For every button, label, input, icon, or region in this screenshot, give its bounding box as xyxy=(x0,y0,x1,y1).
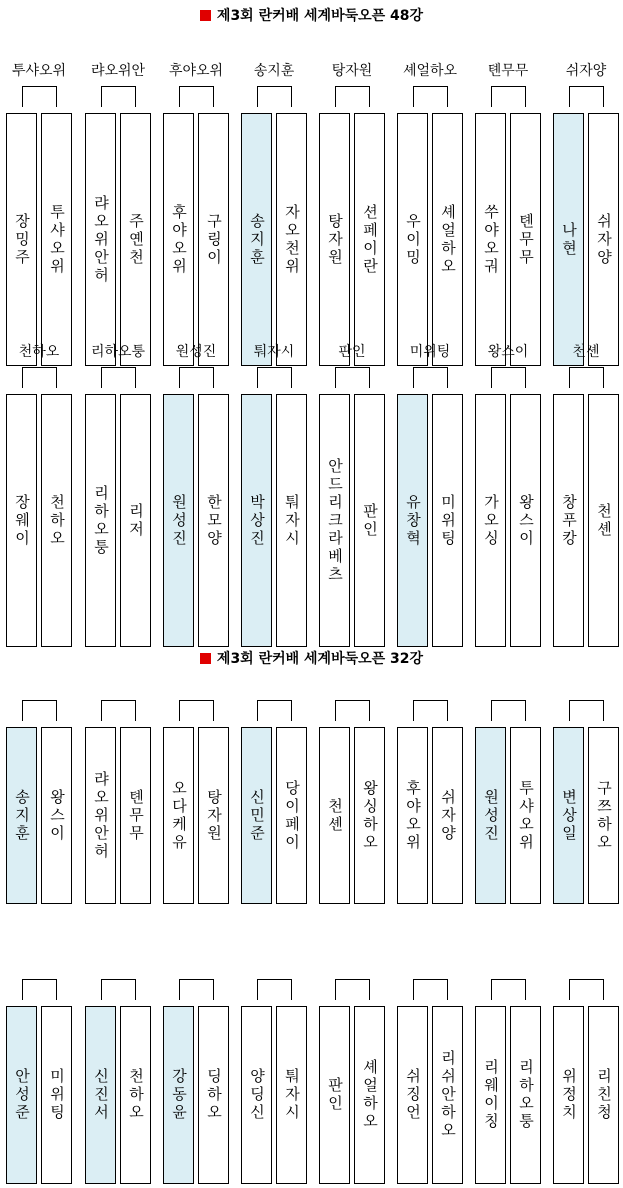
player-name: 리저 xyxy=(127,502,145,539)
player-box-right xyxy=(120,113,151,366)
bracket-connector xyxy=(101,700,136,721)
bracket-connector xyxy=(413,700,448,721)
player-box-right xyxy=(198,394,229,647)
bracket-connector xyxy=(413,979,448,1000)
bracket-connector xyxy=(413,86,448,107)
player-box-right xyxy=(354,113,385,366)
player-name: 탕자원 xyxy=(326,212,344,267)
player-name: 후야오위 xyxy=(170,203,188,276)
player-name: 리쉬안하오 xyxy=(439,1050,457,1140)
bracket-connector xyxy=(491,86,526,107)
bracket-connector xyxy=(335,86,370,107)
player-name: 랴오위안허 xyxy=(92,770,110,861)
player-box-left xyxy=(553,727,584,904)
player-name: 쉬징언 xyxy=(404,1068,422,1122)
bracket-connector xyxy=(257,979,292,1000)
red-square-icon xyxy=(200,653,211,664)
player-name: 션페이란 xyxy=(361,203,379,276)
player-name: 셰얼하오 xyxy=(439,203,457,276)
player-name: 쉬자양 xyxy=(595,212,613,267)
player-box-left xyxy=(241,1006,272,1184)
player-name: 천하오 xyxy=(127,1068,145,1122)
player-name: 퉈자시 xyxy=(283,1068,301,1122)
bracket-connector xyxy=(569,700,604,721)
player-box-right xyxy=(510,113,541,366)
bracket-connector xyxy=(569,979,604,1000)
player-name: 셰얼하오 xyxy=(361,1059,379,1131)
player-box-left xyxy=(85,727,116,904)
player-box-left xyxy=(397,727,428,904)
match-winner: 탕자원 xyxy=(331,63,373,79)
player-name: 투샤오위 xyxy=(517,779,535,852)
bracket-connector xyxy=(22,979,57,1000)
bracket-connector xyxy=(101,367,136,388)
player-box-right xyxy=(510,394,541,647)
player-box-left xyxy=(553,113,584,366)
player-box-right xyxy=(432,394,463,647)
player-box-right xyxy=(354,727,385,904)
player-box-right xyxy=(588,113,619,366)
bracket-connector xyxy=(335,700,370,721)
match-winner: 천셴 xyxy=(572,344,600,360)
bracket-connector xyxy=(335,367,370,388)
player-name: 신민준 xyxy=(248,788,266,843)
player-box-left xyxy=(397,1006,428,1184)
match-winner: 셰얼하오 xyxy=(402,63,458,79)
match-winner: 리하오퉁 xyxy=(90,344,146,360)
player-box-left xyxy=(163,394,194,647)
player-box-left xyxy=(553,1006,584,1184)
player-box-right xyxy=(41,394,72,647)
player-box-right xyxy=(276,113,307,366)
player-name: 강동윤 xyxy=(170,1068,188,1122)
match-winner: 톈무무 xyxy=(487,63,529,79)
player-box-right xyxy=(276,727,307,904)
player-name: 송지훈 xyxy=(13,788,31,843)
player-box-left xyxy=(475,113,506,366)
red-square-icon xyxy=(200,10,211,21)
player-box-left xyxy=(241,727,272,904)
bracket-connector xyxy=(179,979,214,1000)
match-winner: 원성진 xyxy=(175,344,217,360)
player-name: 나현 xyxy=(560,221,578,258)
player-box-left xyxy=(163,113,194,366)
player-name: 신진서 xyxy=(92,1068,110,1122)
bracket-connector xyxy=(22,86,57,107)
player-name: 원성진 xyxy=(482,788,500,843)
player-box-left xyxy=(85,394,116,647)
player-box-right xyxy=(510,727,541,904)
player-box-right xyxy=(41,1006,72,1184)
bracket-connector xyxy=(22,700,57,721)
player-name: 딩하오 xyxy=(205,1068,223,1122)
player-name: 구쯔하오 xyxy=(595,779,613,852)
player-name: 탕자원 xyxy=(205,788,223,843)
player-box-right xyxy=(432,727,463,904)
match-winner: 랴오위안 xyxy=(90,63,146,79)
player-name: 리웨이칭 xyxy=(482,1059,500,1131)
match-winner: 판인 xyxy=(338,344,366,360)
player-box-left xyxy=(6,113,37,366)
player-box-left xyxy=(163,1006,194,1184)
match-winner: 왕스이 xyxy=(487,344,529,360)
player-name: 장밍주 xyxy=(13,212,31,267)
player-box-right xyxy=(354,394,385,647)
bracket-connector xyxy=(491,979,526,1000)
player-name: 박상진 xyxy=(248,493,266,548)
player-name: 우이밍 xyxy=(404,212,422,267)
player-name: 천하오 xyxy=(48,493,66,548)
player-name: 투샤오위 xyxy=(48,203,66,276)
player-name: 위정치 xyxy=(560,1068,578,1122)
bracket-connector xyxy=(491,700,526,721)
player-box-right xyxy=(432,1006,463,1184)
player-box-right xyxy=(588,394,619,647)
player-name: 미위팅 xyxy=(439,493,457,548)
player-name: 천셴 xyxy=(595,502,613,539)
player-box-left xyxy=(163,727,194,904)
player-box-left xyxy=(319,1006,350,1184)
player-name: 양딩신 xyxy=(248,1068,266,1122)
player-box-right xyxy=(588,727,619,904)
player-name: 자오천위 xyxy=(283,203,301,276)
bracket-connector xyxy=(569,86,604,107)
player-box-left xyxy=(319,113,350,366)
player-name: 안드리크라베츠 xyxy=(326,457,344,584)
player-name: 주옌천 xyxy=(127,212,145,267)
section-title: 제3회 란커배 세계바둑오픈 32강 xyxy=(216,651,424,667)
match-winner: 퉈자시 xyxy=(253,344,295,360)
player-name: 창푸캉 xyxy=(560,493,578,548)
match-winner: 후야오위 xyxy=(168,63,224,79)
player-name: 쑤야오궈 xyxy=(482,203,500,276)
player-box-right xyxy=(276,394,307,647)
player-box-right xyxy=(120,1006,151,1184)
player-name: 리하오퉁 xyxy=(92,484,110,557)
title-32 xyxy=(0,650,623,668)
match-winner: 송지훈 xyxy=(253,63,295,79)
player-name: 원성진 xyxy=(170,493,188,548)
player-name: 퉈자시 xyxy=(283,493,301,548)
player-name: 판인 xyxy=(326,1077,344,1113)
player-box-left xyxy=(397,394,428,647)
player-box-right xyxy=(198,113,229,366)
player-box-right xyxy=(276,1006,307,1184)
player-name: 유창혁 xyxy=(404,493,422,548)
player-box-right xyxy=(510,1006,541,1184)
player-name: 구링이 xyxy=(205,212,223,267)
title-48 xyxy=(0,7,623,25)
player-box-right xyxy=(120,727,151,904)
bracket-connector xyxy=(257,700,292,721)
player-name: 오다케유 xyxy=(170,779,188,852)
section-title: 제3회 란커배 세계바둑오픈 48강 xyxy=(216,8,424,24)
player-box-left xyxy=(6,394,37,647)
player-name: 판인 xyxy=(361,502,379,539)
player-box-left xyxy=(475,727,506,904)
player-box-right xyxy=(41,113,72,366)
bracket-connector xyxy=(101,979,136,1000)
bracket-connector xyxy=(101,86,136,107)
player-box-left xyxy=(6,727,37,904)
bracket-connector xyxy=(179,86,214,107)
player-name: 왕싱하오 xyxy=(361,779,379,852)
player-name: 후야오위 xyxy=(404,779,422,852)
player-name: 안성준 xyxy=(13,1068,31,1122)
player-box-left xyxy=(85,113,116,366)
player-box-left xyxy=(397,113,428,366)
player-box-left xyxy=(319,727,350,904)
bracket-connector xyxy=(179,700,214,721)
match-winner: 쉬자양 xyxy=(565,63,607,79)
player-name: 천셴 xyxy=(326,797,344,834)
player-box-left xyxy=(475,1006,506,1184)
bracket-connector xyxy=(569,367,604,388)
player-name: 장웨이 xyxy=(13,493,31,548)
bracket-connector xyxy=(179,367,214,388)
player-name: 변상일 xyxy=(560,788,578,843)
player-box-right xyxy=(354,1006,385,1184)
player-box-left xyxy=(241,394,272,647)
player-box-left xyxy=(6,1006,37,1184)
player-name: 톈무무 xyxy=(517,212,535,267)
player-name: 당이페이 xyxy=(283,779,301,852)
player-name: 톈무무 xyxy=(127,788,145,843)
player-box-left xyxy=(85,1006,116,1184)
player-name: 미위팅 xyxy=(48,1068,66,1122)
bracket-connector xyxy=(257,367,292,388)
player-name: 가오싱 xyxy=(482,493,500,548)
player-box-left xyxy=(553,394,584,647)
bracket-connector xyxy=(335,979,370,1000)
player-box-right xyxy=(588,1006,619,1184)
player-box-left xyxy=(319,394,350,647)
match-winner: 미위팅 xyxy=(409,344,451,360)
player-name: 송지훈 xyxy=(248,212,266,267)
player-box-right xyxy=(198,727,229,904)
bracket-connector xyxy=(257,86,292,107)
player-box-left xyxy=(475,394,506,647)
player-box-right xyxy=(198,1006,229,1184)
bracket-connector xyxy=(413,367,448,388)
player-box-right xyxy=(120,394,151,647)
player-name: 리하오퉁 xyxy=(517,1059,535,1131)
player-name: 한모양 xyxy=(205,493,223,548)
match-winner: 천하오 xyxy=(18,344,60,360)
player-box-left xyxy=(241,113,272,366)
bracket-connector xyxy=(491,367,526,388)
player-name: 리친청 xyxy=(595,1068,613,1122)
match-winner: 투샤오위 xyxy=(11,63,67,79)
player-box-right xyxy=(41,727,72,904)
player-name: 왕스이 xyxy=(517,493,535,548)
bracket-connector xyxy=(22,367,57,388)
player-name: 쉬자양 xyxy=(439,788,457,843)
player-box-right xyxy=(432,113,463,366)
player-name: 왕스이 xyxy=(48,788,66,843)
player-name: 랴오위안허 xyxy=(92,194,110,285)
